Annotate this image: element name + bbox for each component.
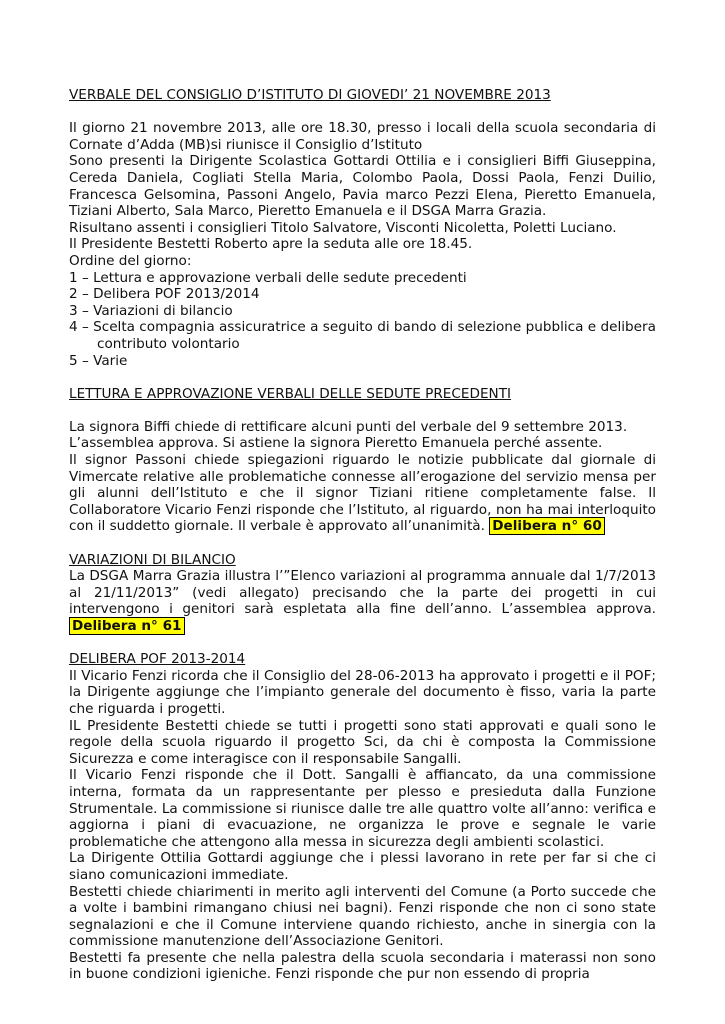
agenda-item: 4 – Scelta compagnia assicuratrice a seguito di bando di selezione pubblica e delibera [69, 319, 656, 336]
paragraph-text: La DSGA Marra Grazia illustra l’”Elenco variazioni al programma annuale dal 1/7/2013 al 21/11/2013” (vedi allegato) precisando che la parte dei progetti in cui intervengono i genitori sarà espletata alla fine dell’anno. L’assemblea approva. [69, 568, 656, 618]
section-paragraph: La signora Biffi chiede di rettificare alcuni punti del verbale del 9 settembre 2013. [69, 418, 628, 435]
agenda-item-continuation: contributo volontario [97, 335, 240, 352]
agenda-item: 1 – Lettura e approvazione verbali delle sedute precedenti [69, 269, 467, 286]
document-title: VERBALE DEL CONSIGLIO D’ISTITUTO DI GIOVEDI’ 21 NOVEMBRE 2013 [69, 87, 551, 103]
section-paragraph [69, 568, 656, 634]
section-paragraph: Il Vicario Fenzi risponde che il Dott. Sangalli è affiancato, da una commissione interna, formata da un rappresentante per plesso e presieduta dalla Funzione Strumentale. La commissione si riunisce dalle tre alle quattro volte all’anno: verifica e aggiorna i piani di evacuazione, ne organizza le prove e segnale le varie problematiche che attengono alla messa in sicurezza degli ambienti scolastici. [69, 767, 656, 850]
section-paragraph: Bestetti chiede chiarimenti in merito agli interventi del Comune (a Porto succede che a volte i bambini rimangano chiusi nei bagni). Fenzi risponde che non ci sono state segnalazioni e che il Comune interviene quando richiesto, anche in sinergia con la commissione manutenzione dell’Associazione Genitori. [69, 883, 656, 950]
delibera-badge: Delibera n° 61 [69, 617, 185, 635]
agenda-item: 3 – Variazioni di bilancio [69, 302, 233, 319]
intro-opening: Il Presidente Bestetti Roberto apre la seduta alle ore 18.45. [69, 236, 473, 253]
delibera-badge: Delibera n° 60 [489, 517, 605, 535]
section-heading-verbali: LETTURA E APPROVAZIONE VERBALI DELLE SEDUTE PRECEDENTI [69, 385, 512, 402]
section-paragraph: Bestetti fa presente che nella palestra della scuola secondaria i materassi non sono in buone condizioni igieniche. Fenzi risponde che pur non essendo di propria [69, 949, 656, 983]
agenda-label: Ordine del giorno: [69, 252, 192, 269]
intro-attendees: Sono presenti la Dirigente Scolastica Gottardi Ottilia e i consiglieri Biffi Giuseppina, Cereda Daniela, Cogliati Stella Maria, Colombo Paola, Dossi Paola, Fenzi Duilio, Francesca Gelsomina, Passoni Angelo, Pavia marco Pezzi Elena, Pieretto Emanuela, Tiziani Alberto, Sala Marco, Pieretto Emanuela e il DSGA Marra Grazia. [69, 153, 656, 220]
intro-absentees: Risultano assenti i consiglieri Titolo Salvatore, Visconti Nicoletta, Poletti Luciano. [69, 219, 617, 236]
section-paragraph: L’assemblea approva. Si astiene la signora Pieretto Emanuela perché assente. [69, 435, 603, 452]
document-body [69, 87, 656, 983]
section-paragraph: IL Presidente Bestetti chiede se tutti i progetti sono stati approvati e quali sono le regole della scuola riguardo il progetto Sci, da chi è composta la Commissione Sicurezza e come interagisce con il responsabile Sangalli. [69, 717, 656, 767]
agenda-item: 2 – Delibera POF 2013/2014 [69, 286, 260, 303]
paragraph-text: Il signor Passoni chiede spiegazioni riguardo le notizie pubblicate dal giornale di Vimercate relative alle problematiche connesse all’erogazione del servizio mensa per gli alunni dell’Istituto e che il signor Tiziani ritiene completamente false. Il Collaboratore Vicario Fenzi risponde che l’Istituto, al riguardo, non ha mai interloquito con il suddetto giornale. Il verbale è approvato all’unanimità. [69, 452, 656, 535]
agenda-item: 5 – Varie [69, 352, 128, 369]
section-paragraph [69, 452, 656, 535]
intro-meeting-location: Il giorno 21 novembre 2013, alle ore 18.30, presso i locali della scuola secondaria di Cornate d’Adda (MB)si riunisce il Consiglio d’Istituto [69, 120, 656, 153]
section-paragraph: Il Vicario Fenzi ricorda che il Consiglio del 28-06-2013 ha approvato i progetti e il POF; la Dirigente aggiunge che l’impianto generale del documento è fisso, varia la parte che riguarda i progetti. [69, 667, 656, 717]
section-heading-bilancio: VARIAZIONI DI BILANCIO [69, 551, 236, 568]
section-paragraph: La Dirigente Ottilia Gottardi aggiunge che i plessi lavorano in rete per far si che ci siano comunicazioni immediate. [69, 850, 656, 883]
section-heading-pof: DELIBERA POF 2013-2014 [69, 651, 246, 668]
